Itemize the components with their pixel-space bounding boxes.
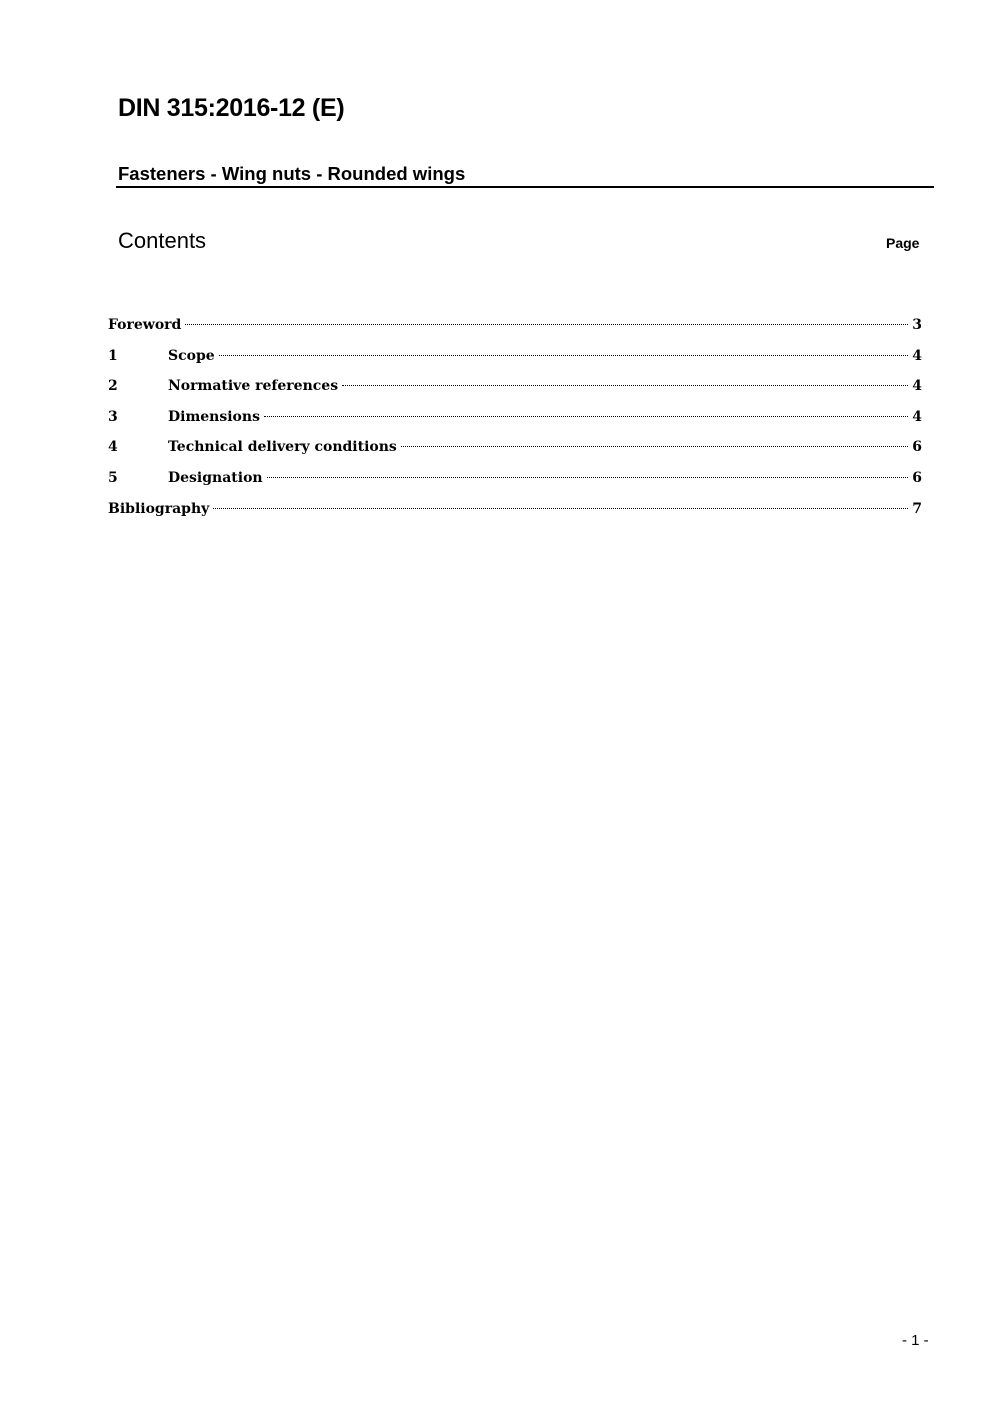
toc-entry-dimensions[interactable] [108,406,922,437]
page-number: - 1 - [902,1332,929,1349]
toc-entry-title: Normative references [168,378,339,395]
toc-entry-number: 1 [108,347,118,364]
toc-entry-page: 4 [912,378,922,395]
toc-entry-number: 2 [108,378,118,395]
toc-entry-page: 7 [912,500,922,517]
toc-entry-title: Bibliography [108,500,210,517]
toc-dot-leader [401,446,908,447]
toc-entry-page: 6 [912,469,922,486]
toc-entry-page: 6 [912,439,922,456]
toc-dot-leader [267,477,909,478]
toc-entry-scope[interactable] [108,345,922,376]
toc-entry-bibliography[interactable] [108,498,922,529]
document-id: DIN 315:2016-12 (E) [118,94,345,122]
toc-entry-title: Technical delivery conditions [168,439,397,456]
toc-entry-designation[interactable] [108,467,922,498]
toc-entry-title: Designation [168,469,263,486]
toc-entry-number: 3 [108,408,118,425]
document-subtitle: Fasteners - Wing nuts - Rounded wings [118,163,466,184]
toc-entry-number: 5 [108,469,118,486]
toc-dot-leader [185,324,908,325]
toc-entry-title: Foreword [108,317,182,333]
subtitle-underline [116,186,934,188]
table-of-contents [108,314,922,528]
toc-dot-leader [342,385,908,386]
toc-dot-leader [213,508,908,509]
toc-entry-title: Dimensions [168,408,260,425]
contents-heading: Contents [118,228,207,253]
page-column-label: Page [886,235,920,251]
toc-dot-leader [264,416,908,417]
toc-entry-title: Scope [168,347,215,364]
toc-entry-technical-delivery-conditions[interactable] [108,436,922,467]
toc-entry-foreword[interactable] [108,314,922,345]
toc-entry-page: 4 [912,347,922,364]
toc-entry-number: 4 [108,439,118,456]
toc-entry-page: 3 [912,317,922,333]
toc-entry-normative-references[interactable] [108,375,922,406]
toc-dot-leader [219,355,909,356]
toc-entry-page: 4 [912,408,922,425]
